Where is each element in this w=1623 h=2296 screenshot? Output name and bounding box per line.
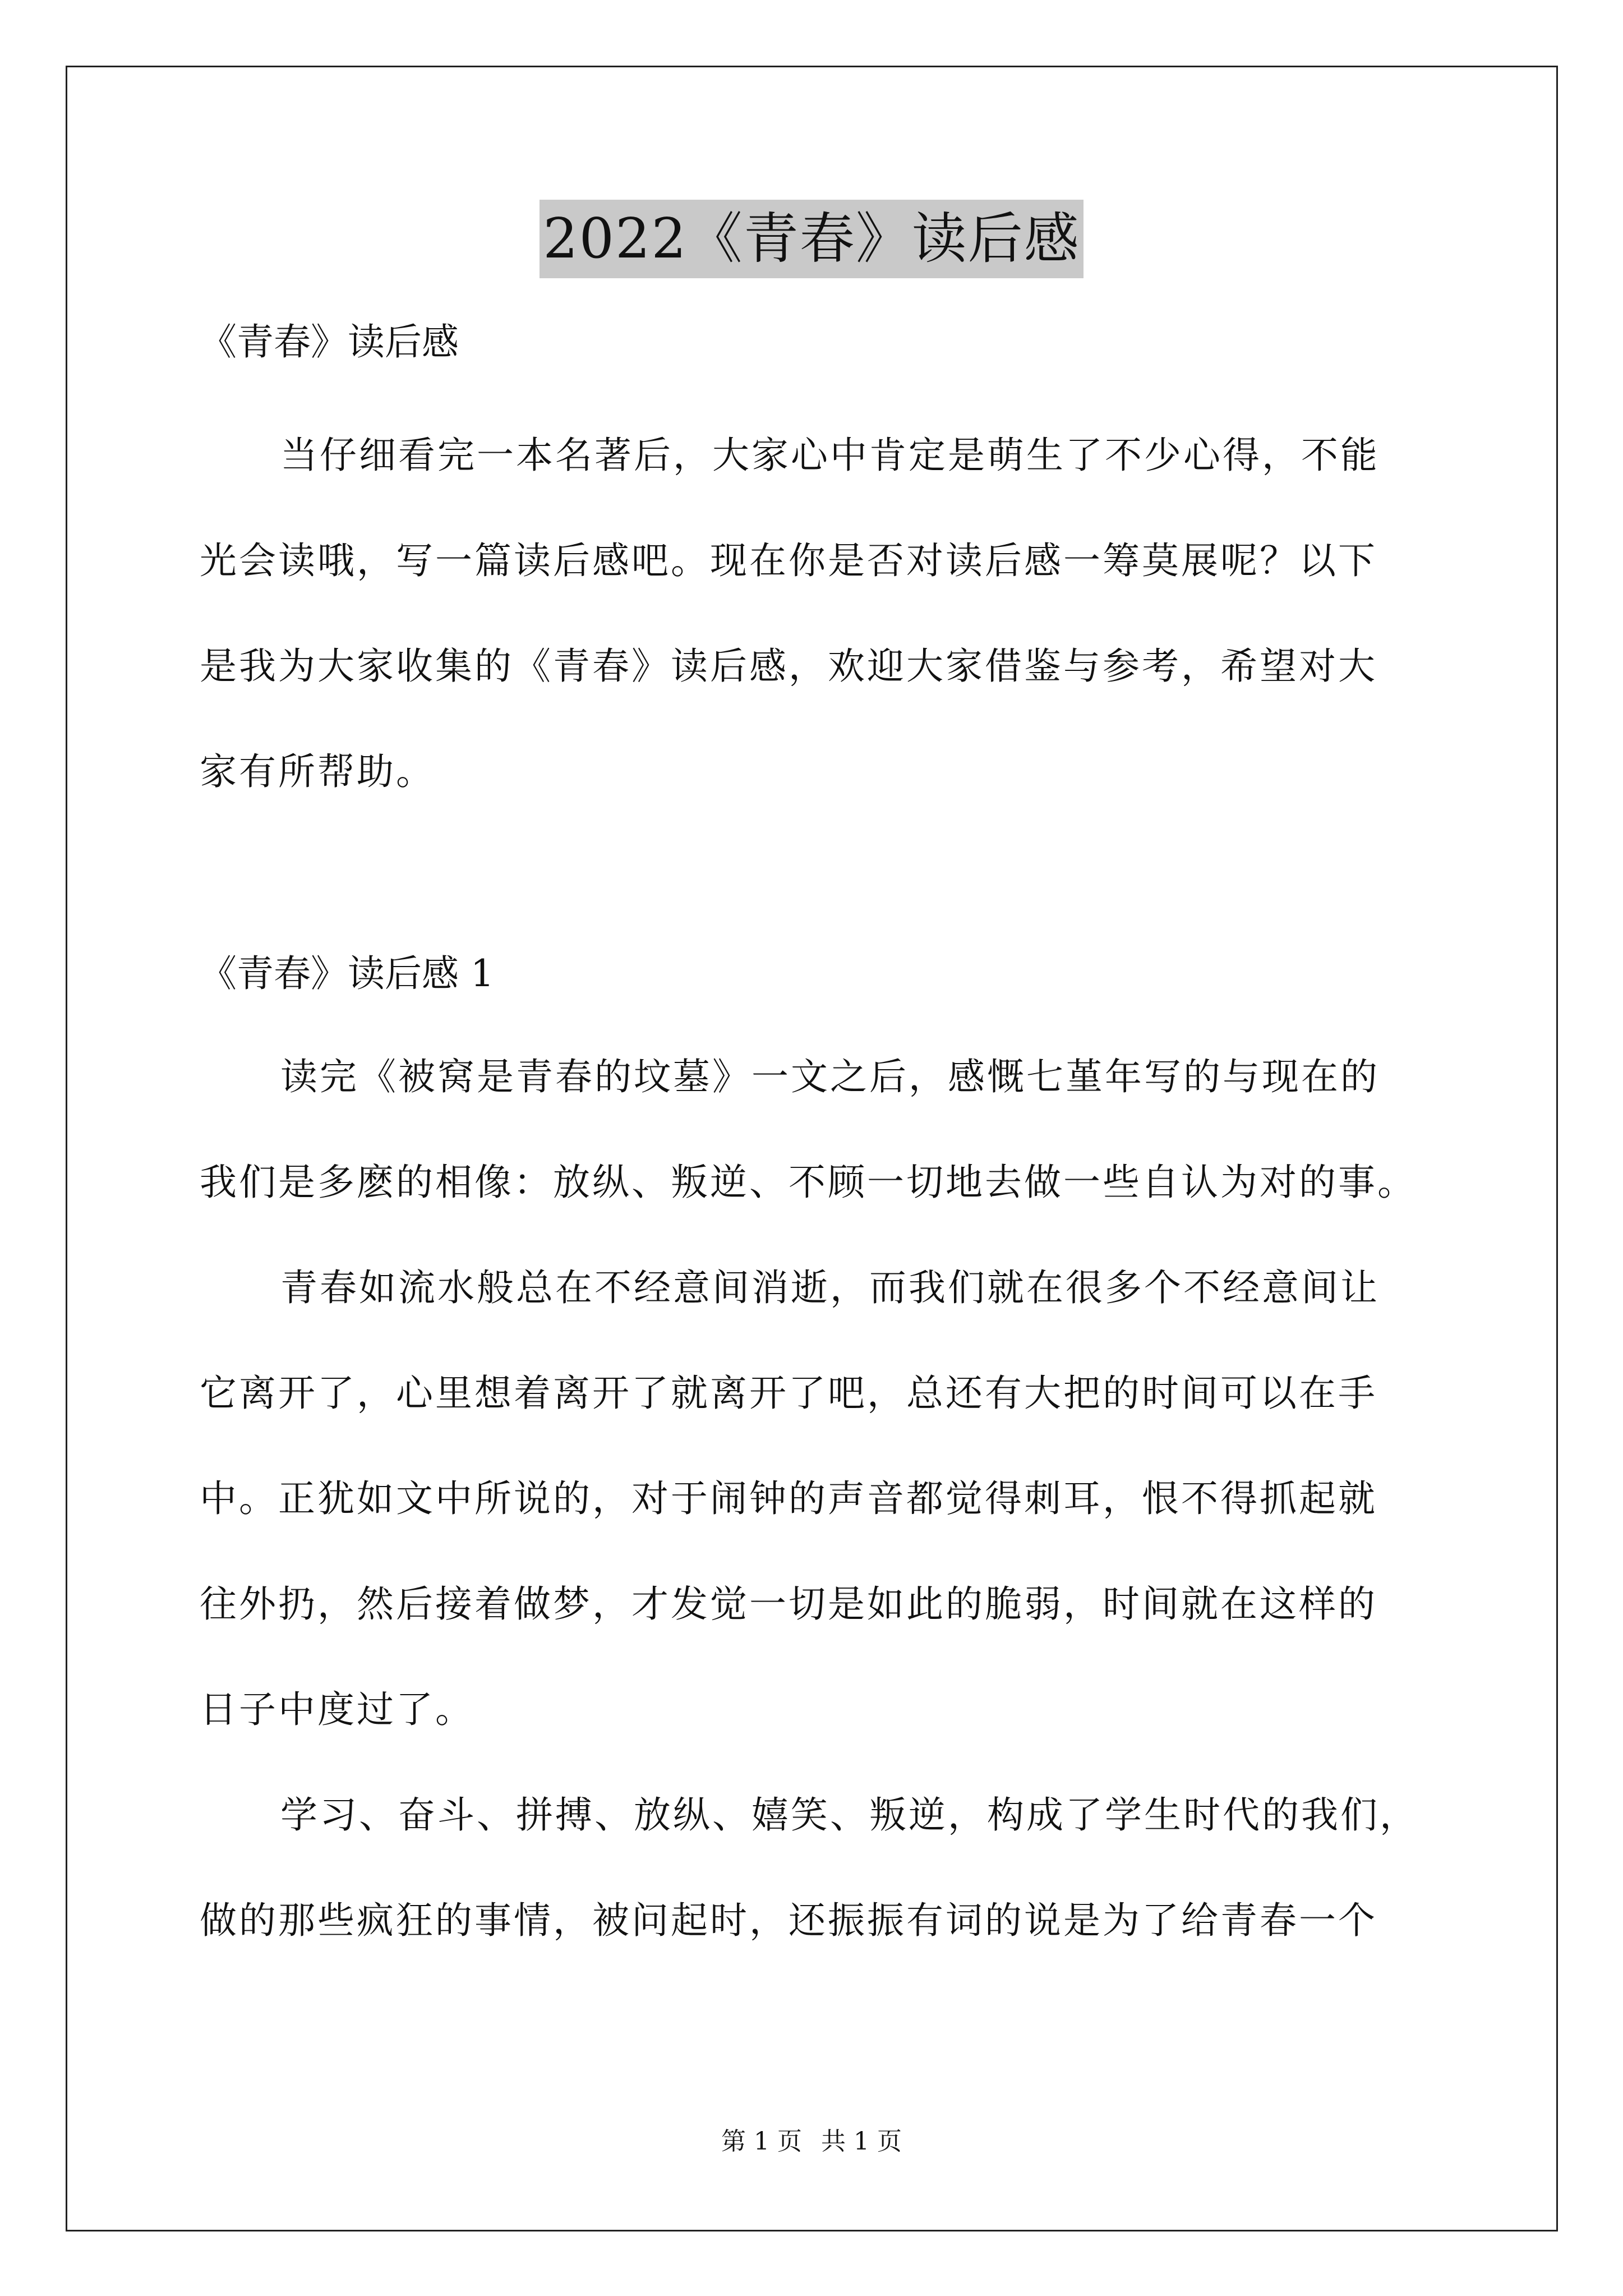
intro-line: 当仔细看完一本名著后，大家心中肯定是萌生了不少心得，不能 [280, 434, 1380, 477]
paragraph-line: 日子中度过了。 [200, 1688, 474, 1731]
paragraph-line: 它离开了，心里想着离开了就离开了吧，总还有大把的时间可以在手 [200, 1372, 1377, 1415]
page-number: 第 1 页 [721, 2127, 802, 2156]
paragraph-3 [200, 1763, 1439, 1973]
paragraph-line: 中。正犹如文中所说的，对于闹钟的声音都觉得刺耳，恨不得抓起就 [200, 1477, 1377, 1520]
paragraph-line: 往外扔，然后接着做梦，才发觉一切是如此的脆弱，时间就在这样的 [200, 1582, 1377, 1626]
page-footer [0, 2125, 1623, 2159]
paragraph-1 [200, 1024, 1439, 1235]
section-heading-intro: 《青春》读后感 [200, 320, 459, 364]
document-title: 2022《青春》读后感 [540, 200, 1083, 278]
page-total: 共 1 页 [821, 2127, 902, 2156]
paragraph-line: 学习、奋斗、拼搏、放纵、嬉笑、叛逆，构成了学生时代的我们， [280, 1793, 1419, 1837]
document-body [200, 314, 1439, 1973]
paragraph-line: 我们是多麽的相像：放纵、叛逆、不顾一切地去做一些自认为对的事。 [200, 1161, 1417, 1204]
intro-paragraph [200, 403, 1439, 825]
paragraph-2 [200, 1235, 1439, 1763]
title-container [0, 200, 1623, 278]
intro-line: 家有所帮助。 [200, 750, 435, 793]
paragraph-line: 读完《被窝是青春的坟墓》一文之后，感慨七堇年写的与现在的 [280, 1055, 1380, 1098]
paragraph-line: 青春如流水般总在不经意间消逝，而我们就在很多个不经意间让 [280, 1266, 1380, 1309]
section-heading-1: 《青春》读后感 1 [200, 952, 494, 995]
intro-line: 光会读哦，写一篇读后感吧。现在你是否对读后感一筹莫展呢？以下 [200, 539, 1377, 582]
intro-line: 是我为大家收集的《青春》读后感，欢迎大家借鉴与参考，希望对大 [200, 645, 1377, 688]
paragraph-line: 做的那些疯狂的事情，被问起时，还振振有词的说是为了给青春一个 [200, 1899, 1377, 1942]
